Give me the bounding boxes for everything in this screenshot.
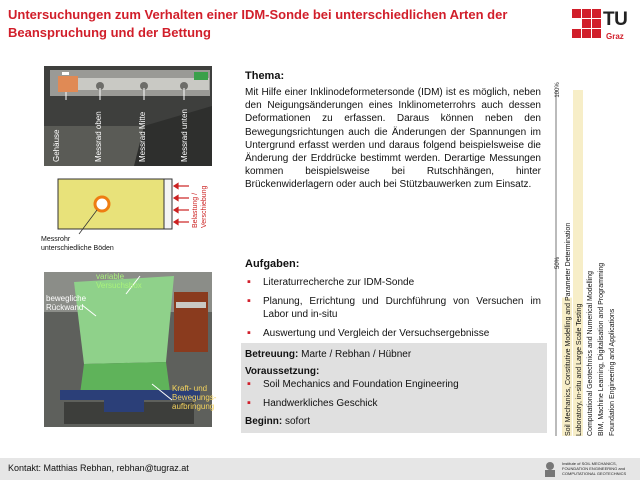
chart-category-label: Computational Geotechnics and Numerical Modelling	[587, 271, 594, 436]
list-item: ▪ Soil Mechanics and Foundation Engineering	[245, 378, 541, 392]
list-item: ▪ Auswertung und Vergleich der Versuchsergebnisse	[245, 327, 541, 341]
label-kraft: Kraft- und Bewegungs-aufbringung	[172, 384, 217, 411]
kontakt-text: Kontakt: Matthias Rebhan, rebhan@tugraz.at	[8, 463, 189, 473]
label-gehaeuse: Gehäuse	[52, 129, 61, 162]
aufgaben-list	[245, 276, 541, 345]
beginn-line	[245, 415, 310, 428]
footer	[0, 458, 640, 480]
focus-bar-chart	[552, 60, 632, 440]
chart-category-label: BIM, Machine Learning, Digitalisation and Programming	[598, 262, 605, 436]
pipe-label: Messrohr unterschiedliche Böden	[41, 236, 114, 252]
institute-text: Institute of SOIL MECHANICS, FOUNDATION ENGINEERING and COMPUTATIONAL GEOTECHNICS	[562, 461, 627, 476]
label-messrad-oben: Messrad oben	[94, 111, 103, 162]
load-label: Belastung / Verschiebung	[192, 185, 208, 228]
betreuung-value: Marte / Rebhan / Hübner	[301, 349, 412, 360]
logo-blocks-icon	[572, 9, 602, 43]
label-messrad-mitte: Messrad Mitte	[138, 111, 147, 162]
logo-tu-text: TU	[603, 9, 628, 30]
thema-text: Mit Hilfe einer Inklinodeformetersonde (IDM) ist es möglich, neben den Neigungsänderungen eines Inklinometerrohrs auch dessen Deformationen zu erfassen. Daraus können neben den Bewegungsrichtungen auch die Änderungen der Spannungen im Untergrund erfasst werden und daraus folgend beispielsweise die Änderung der Erddrücke bestimmt werden. Derartige Messungen kommen beispielsweise bei Rutschhängen, hinter Brückenwiderlagern oder auch bei Stützbauwerken zum Einsatz.	[245, 87, 541, 191]
institute-logo	[540, 460, 636, 478]
institute-emblem-icon	[540, 460, 560, 478]
label-rueckwand: bewegliche Rückwand	[46, 294, 87, 312]
chart-svg	[552, 60, 632, 440]
chart-category-label: Laboratory, in-situ and Large Scale Testing	[576, 303, 583, 436]
voraussetzung-label: Voraussetzung:	[245, 366, 320, 377]
thema-heading: Thema:	[245, 70, 285, 82]
voraussetzung-line	[245, 365, 319, 378]
list-item: ▪ Planung, Errichtung und Durchführung von Versuchen im Labor und in-situ	[245, 295, 541, 322]
axis-tick-label: 50%	[555, 256, 561, 270]
axis-tick-label: 100%	[555, 82, 561, 98]
tu-graz-logo	[572, 9, 632, 43]
label-messrad-unten: Messrad unten	[180, 109, 189, 162]
test-box-photo	[44, 272, 217, 427]
header	[0, 0, 640, 48]
test-setup-diagram	[41, 178, 211, 258]
voraussetzung-list	[245, 378, 541, 415]
beginn-label: Beginn:	[245, 416, 283, 427]
label-versuchsbox: variable Versuchsbox	[96, 272, 142, 290]
aufgaben-heading: Aufgaben:	[245, 258, 300, 270]
betreuung-line	[245, 348, 411, 361]
beginn-value: sofort	[285, 416, 311, 427]
betreuung-label: Betreuung:	[245, 349, 299, 360]
page-title: Untersuchungen zum Verhalten einer IDM-Sonde bei unterschiedlichen Arten der Beanspruchung und der Bettung	[8, 7, 508, 40]
chart-category-label: Foundation Engineering and Applications	[609, 308, 616, 436]
probe-photo	[44, 66, 212, 166]
chart-category-label: Soil Mechanics, Constitutive Modelling and Parameter Determination	[565, 222, 572, 436]
logo-graz-text: Graz	[606, 32, 624, 41]
list-item: ▪ Handwerkliches Geschick	[245, 397, 541, 411]
list-item: ▪ Literaturrecherche zur IDM-Sonde	[245, 276, 541, 290]
